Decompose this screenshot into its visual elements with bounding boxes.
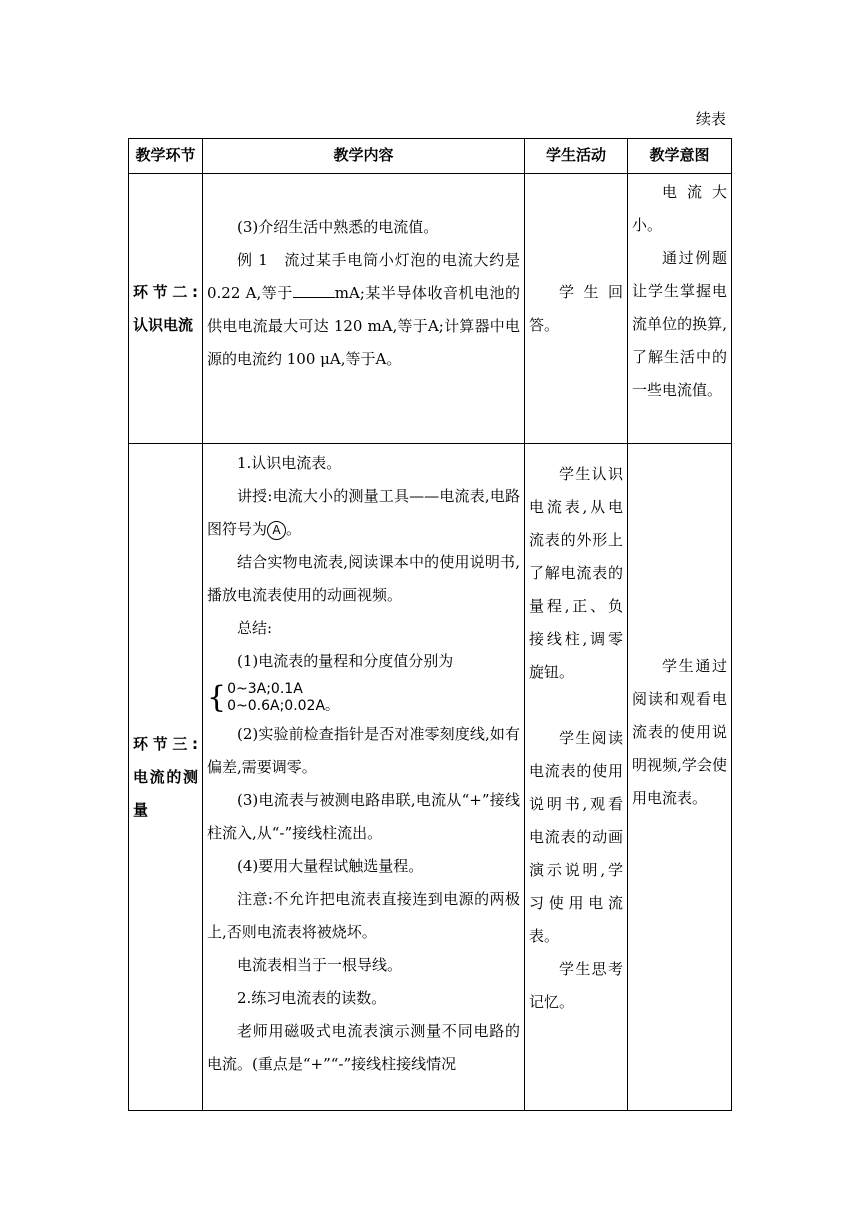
intent-text: 学生通过阅读和观看电流表的使用说明视频,学会使用电流表。 xyxy=(632,656,727,807)
example-text-a: 例 1 流过某手电筒小灯泡的电流大约是 0.22 A,等于 xyxy=(207,251,520,302)
lecture-text: 讲授:电流大小的测量工具——电流表,电路图符号为 xyxy=(207,487,520,538)
content-paragraph: (2)实验前检查指针是否对准零刻度线,如有偏差,需要调零。 xyxy=(207,725,520,776)
range-brace xyxy=(207,681,520,715)
activity-text: 学生认识电流表,从电流表的外形上了解电流表的量程,正、负接线柱,调零旋钮。 xyxy=(529,465,623,681)
content-paragraph: 结合实物电流表,阅读课本中的使用说明书,播放电流表使用的动画视频。 xyxy=(207,553,520,604)
activity-text: 学生思考记忆。 xyxy=(529,960,623,1011)
content-paragraph: 总结: xyxy=(237,619,273,637)
intent-text: 电流大小。 xyxy=(632,183,727,234)
stage-three-intent xyxy=(628,444,732,1111)
content-paragraph: 电流表相当于一根导线。 xyxy=(237,956,403,974)
content-paragraph: 1.认识电流表。 xyxy=(237,454,342,472)
content-paragraph: 老师用磁吸式电流表演示测量不同电路的电流。(重点是“+”“-”接线柱接线情况 xyxy=(207,1022,520,1073)
content-paragraph: (1)电流表的量程和分度值分别为 xyxy=(237,652,454,670)
continued-label: 续表 xyxy=(696,110,727,128)
activity-text: 学生回答。 xyxy=(529,282,623,334)
header-stage: 教学环节 xyxy=(129,139,203,174)
content-paragraph xyxy=(207,480,520,546)
answer-blank xyxy=(293,282,335,298)
stage-three-content xyxy=(203,444,525,1111)
range-end: 。 xyxy=(325,698,340,714)
brace-icon: { xyxy=(207,680,227,715)
example-paragraph xyxy=(207,244,520,376)
content-paragraph: (3)介绍生活中熟悉的电流值。 xyxy=(237,218,439,236)
header-row xyxy=(129,139,732,174)
content-paragraph: (3)电流表与被测电路串联,电流从“+”接线柱流入,从“-”接线柱流出。 xyxy=(207,791,520,842)
content-paragraph: (4)要用大量程试触选量程。 xyxy=(237,857,424,875)
row-stage-three xyxy=(129,444,732,1111)
example-text-b: mA;某半导体收音机电池的供电电流最大可达 120 mA,等于 xyxy=(207,284,520,335)
example-text-d: A。 xyxy=(375,350,402,368)
range-value: 0~0.6A;0.02A xyxy=(227,698,326,714)
lecture-end: 。 xyxy=(286,520,302,538)
stage-three-activity xyxy=(525,444,628,1111)
header-content: 教学内容 xyxy=(203,139,525,174)
stage-two-content xyxy=(203,174,525,444)
header-intent: 教学意图 xyxy=(628,139,732,174)
intent-text: 通过例题让学生掌握电流单位的换算,了解生活中的一些电流值。 xyxy=(632,249,727,399)
content-paragraph: 2.练习电流表的读数。 xyxy=(237,989,387,1007)
lesson-table xyxy=(128,138,732,1111)
content-paragraph: 注意:不允许把电流表直接连到电源的两极上,否则电流表将被烧坏。 xyxy=(207,890,520,941)
header-activity: 学生活动 xyxy=(525,139,628,174)
stage-three-label: 环节三:电流的测量 xyxy=(129,444,203,1111)
activity-text: 学生阅读电流表的使用说明书,观看电流表的动画演示说明,学习使用电流表。 xyxy=(529,729,623,945)
stage-two-activity xyxy=(525,174,628,444)
range-line xyxy=(227,698,339,715)
stage-two-intent xyxy=(628,174,732,444)
row-stage-two xyxy=(129,174,732,444)
range-line: 0~3A;0.1A xyxy=(227,681,303,697)
example-text-c: A;计算器中电源的电流约 100 μA,等于 xyxy=(207,317,520,368)
stage-two-label: 环节二:认识电流 xyxy=(129,174,203,444)
ammeter-symbol-icon: A xyxy=(267,521,286,540)
